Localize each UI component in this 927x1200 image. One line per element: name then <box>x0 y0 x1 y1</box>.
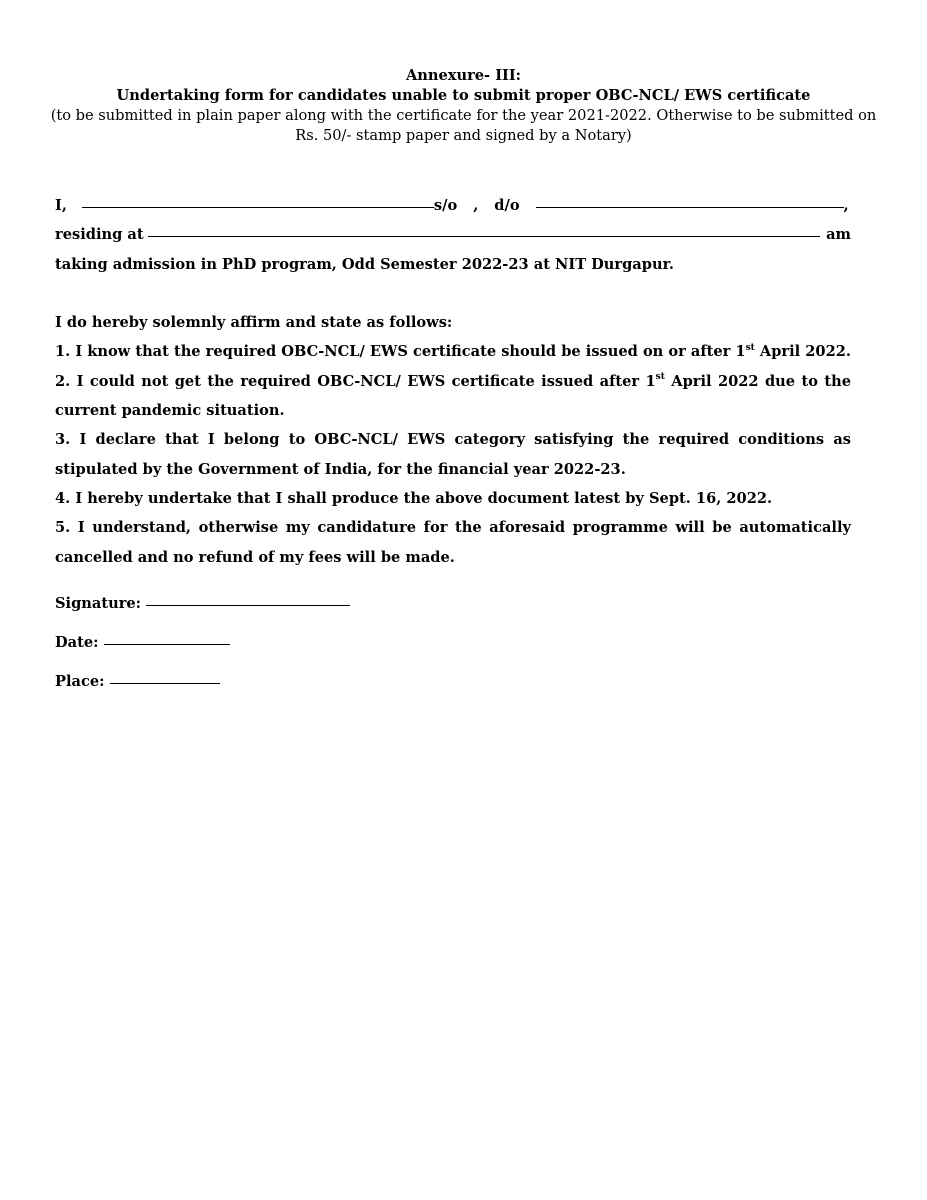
name-blank[interactable] <box>82 192 434 208</box>
signature-label: Signature: <box>55 595 142 612</box>
affirmation-intro: I do hereby solemnly affirm and state as follows: <box>55 314 453 332</box>
form-title: Undertaking form for candidates unable to submit proper OBC-NCL/ EWS certificate <box>116 87 811 104</box>
signature-blank[interactable] <box>146 590 350 606</box>
form-body <box>55 191 851 572</box>
annexure-label: Annexure- III: <box>405 67 522 84</box>
affirmation-item-5: 5. I understand, otherwise my candidature for the aforesaid programme will be automatically cancelled and no refund of my fees will be made. <box>55 519 851 566</box>
place-label: Place: <box>55 673 105 690</box>
affirmation-item-2: 2. I could not get the required OBC-NCL/ EWS certificate issued after 1st April 2022 due to the current pandemic situation. <box>55 371 851 420</box>
form-header <box>40 66 887 146</box>
place-line <box>55 670 220 690</box>
do-label: d/o <box>494 197 520 214</box>
parent-name-blank[interactable] <box>536 192 844 208</box>
signature-line <box>55 592 350 612</box>
address-blank[interactable] <box>148 221 821 237</box>
so-label: s/o <box>433 197 458 214</box>
name-line <box>55 191 851 220</box>
affirmation-item-1: 1. I know that the required OBC-NCL/ EWS certificate should be issued on or after 1st April 2022. <box>55 342 851 361</box>
trailing-comma: , <box>843 197 849 214</box>
date-label: Date: <box>55 634 99 651</box>
submission-note-line-1: (to be submitted in plain paper along with the certificate for the year 2021-2022. Otherwise to be submitted on <box>50 107 877 124</box>
affirmation-item-4: 4. I hereby undertake that I shall produce the above document latest by Sept. 16, 2022. <box>55 489 773 507</box>
submission-note-line-2: Rs. 50/- stamp paper and signed by a Notary) <box>295 127 632 144</box>
date-blank[interactable] <box>104 629 230 645</box>
i-label: I, <box>55 197 67 214</box>
date-line <box>55 631 230 651</box>
residing-label: residing at <box>55 226 144 244</box>
am-label: am <box>826 226 851 244</box>
residence-line <box>55 220 851 249</box>
separator-comma: , <box>473 197 479 214</box>
admission-line: taking admission in PhD program, Odd Semester 2022-23 at NIT Durgapur. <box>55 255 675 273</box>
place-blank[interactable] <box>110 668 220 684</box>
affirmation-item-3: 3. I declare that I belong to OBC-NCL/ EWS category satisfying the required conditions as stipulated by the Government of India, for the financial year 2022-23. <box>55 431 851 478</box>
